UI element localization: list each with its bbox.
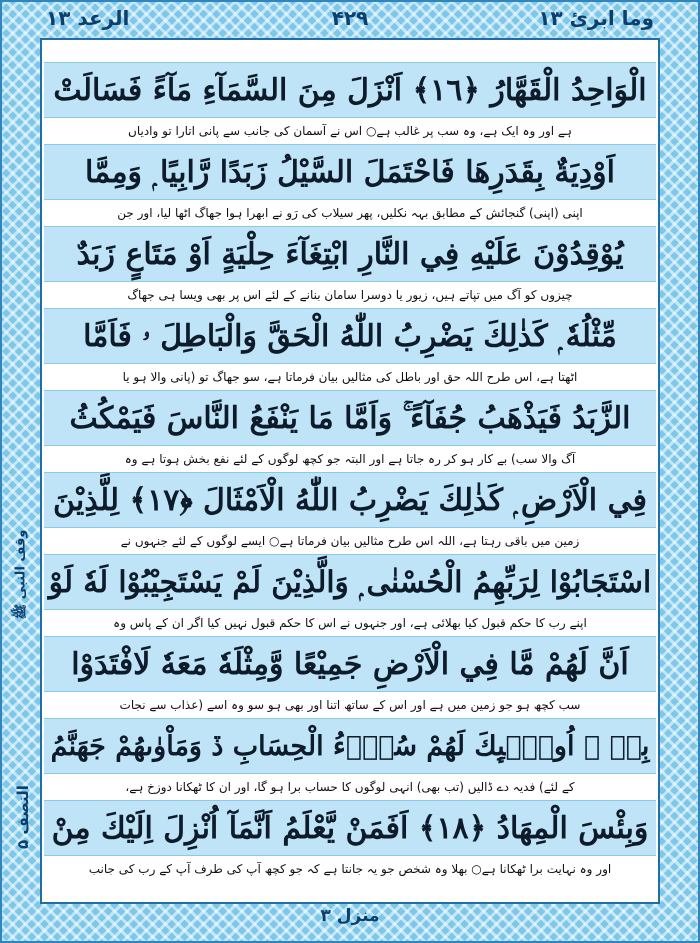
arabic-text: وَبِئْسَ الْمِهَادُ ﴿١٨﴾ اَفَمَنْ يَّعْلَمُ اَنَّمَآ اُنْزِلَ اِلَيْكَ مِنْ xyxy=(51,810,649,846)
arabic-line xyxy=(44,472,656,528)
arabic-line xyxy=(44,226,656,282)
urdu-line xyxy=(44,118,656,144)
arabic-text: بِهٖ ۭ اُولٰۗىِٕكَ لَهُمْ سُوْۗءُ الْحِسَابِ ڏ وَمَاْوٰىهُمْ جَهَنَّمُ xyxy=(50,730,650,762)
urdu-text: اٹھتا ہے، اس طرح اللہ حق اور باطل کی مثالیں بیان فرماتا ہے، سو جھاگ تو (پانی والا ہو یا xyxy=(122,370,578,384)
arabic-text: فِي الْاَرْضِ ۭ كَذٰلِكَ يَضْرِبُ اللّٰهُ الْاَمْثَالَ ﴿١٧﴾ لِلَّذِيْنَ xyxy=(53,482,647,518)
arabic-line xyxy=(44,390,656,446)
urdu-text: اپنی (اپنی) گنجائش کے مطابق بہہ نکلیں، پھر سیلاب کی رَو نے ابھرا ہوا جھاگ اٹھا لیا، اور جن xyxy=(117,206,583,220)
arabic-line xyxy=(44,800,656,856)
arabic-line xyxy=(44,718,656,774)
arabic-text: يُوْقِدُوْنَ عَلَيْهِ فِي النَّارِ ابْتِغَآءَ حِلْيَةٍ اَوْ مَتَاعٍ زَبَدٌ xyxy=(76,236,624,272)
urdu-text: اپنے رب کا حکم قبول کیا بھلائی ہے، اور جنہوں نے اس کا حکم قبول نہیں کیا اگر ان کے پاس وہ xyxy=(113,616,587,630)
waqf-margin-note: وقف النبی ﷺ xyxy=(13,529,29,620)
urdu-text: اور وہ نہایت برا ٹھکانا ہے○ بھلا وہ شخص جو یہ جانتا ہے کہ جو کچھ آپ کی طرف آپ کے رب کی جانب xyxy=(88,862,612,876)
urdu-text: کے لئے) فدیہ دے ڈالیں (تب بھی) انہی لوگوں کا حساب برا ہو گا، اور ان کا ٹھکانا دوزخ ہے، xyxy=(125,780,575,794)
arabic-text: اَنَّ لَهُمْ مَّا فِي الْاَرْضِ جَمِيْعًا وَّمِثْلَهٗ مَعَهٗ لَافْتَدَوْا xyxy=(71,646,629,682)
urdu-text: آگ والا سب) بے کار ہو کر رہ جاتا ہے اور البتہ جو کچھ لوگوں کے لئے نفع بخش ہوتا ہے وہ xyxy=(124,452,576,466)
arabic-line xyxy=(44,308,656,364)
urdu-line xyxy=(44,200,656,226)
urdu-text: زمین میں باقی رہتا ہے، اللہ اس طرح مثالیں بیان فرماتا ہے○ ایسے لوگوں کے لئے جنہوں نے xyxy=(120,534,580,548)
urdu-line xyxy=(44,364,656,390)
urdu-text: چیزوں کو آگ میں تپاتے ہیں، زیور یا دوسرا سامان بنانے کے لئے اس پر بھی ویسا ہی جھاگ xyxy=(127,288,573,302)
page-header xyxy=(40,4,660,38)
urdu-text: سب کچھ ہو جو زمین میں ہے اور اس کے ساتھ اتنا اور بھی ہو سو وہ اسے (عذاب سے نجات xyxy=(119,698,581,712)
arabic-text: الْوَاحِدُ الْقَهَّارُ ﴿١٦﴾ اَنْزَلَ مِنَ السَّمَآءِ مَآءً فَسَالَتْ xyxy=(53,72,647,108)
urdu-line xyxy=(44,856,656,882)
arabic-line xyxy=(44,554,656,610)
urdu-text: ہے اور وہ ایک ہے، وہ سب پر غالب ہے○ اس نے آسمان کی جانب سے پانی اتارا تو وادیاں xyxy=(128,124,572,138)
page-number: ۴۲۹ xyxy=(331,6,369,30)
urdu-line xyxy=(44,610,656,636)
arabic-text: اَوْدِيَةٌ بِقَدَرِهَا فَاحْتَمَلَ السَّيْلُ زَبَدًا رَّابِيًا ۭ وَمِمَّا xyxy=(85,154,615,190)
juz-label: وما ابرئ ۱۳ xyxy=(538,6,654,30)
urdu-line xyxy=(44,282,656,308)
manzil-footer: منزل ۳ xyxy=(320,906,380,926)
urdu-line xyxy=(44,692,656,718)
arabic-line xyxy=(44,62,656,118)
urdu-line xyxy=(44,446,656,472)
ruku-margin-note: النصف ۵ xyxy=(14,785,32,849)
arabic-text: اسْتَجَابُوْا لِرَبِّهِمُ الْحُسْنٰى ۭ وَالَّذِيْنَ لَمْ يَسْتَجِيْبُوْا لَهٗ لَوْ xyxy=(48,564,652,599)
arabic-text: الزَّبَدُ فَيَذْهَبُ جُفَآءً ۚ وَاَمَّا مَا يَنْفَعُ النَّاسَ فَيَمْكُثُ xyxy=(69,400,631,436)
urdu-line xyxy=(44,774,656,800)
urdu-line xyxy=(44,528,656,554)
arabic-text: مِّثْلُهٗ ۭ كَذٰلِكَ يَضْرِبُ اللّٰهُ الْحَقَّ وَالْبَاطِلَ ۥ فَاَمَّا xyxy=(83,318,617,354)
surah-label: الرعد ۱۳ xyxy=(46,6,130,30)
arabic-line xyxy=(44,144,656,200)
arabic-line xyxy=(44,636,656,692)
